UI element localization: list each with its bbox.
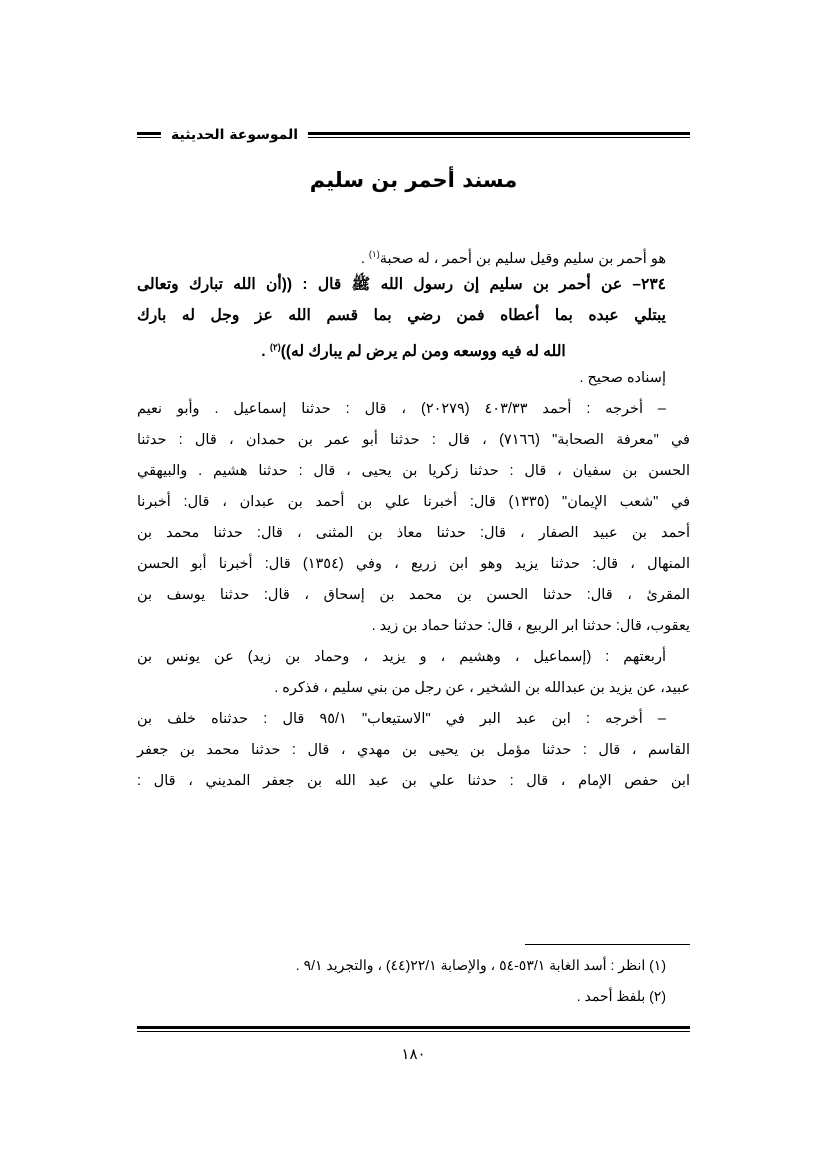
- page-number: ١٨٠: [401, 1045, 426, 1063]
- footnote-ref-2[interactable]: (٢): [269, 342, 281, 352]
- footnote-ref-1[interactable]: (١): [368, 249, 380, 259]
- hadith-line: الله له فيه ووسعه ومن لم يرض لم يبارك له))$^{(٢)}$ .: [261, 342, 566, 361]
- intro-line: هو أحمر بن سليم وقيل سليم بن أحمر ، له صحبة$^{(١)}$ .: [360, 249, 666, 267]
- footnote-2: (٢) بلفظ أحمد .: [576, 988, 666, 1004]
- body-line: أربعتهم : (إسماعيل ، وهشيم ، و يزيد ، وحماد بن زيد) عن يونس بن: [137, 649, 666, 665]
- body-line: المنهال ، قال: حدثنا يزيد وهو ابن زريع ، وفي (١٣٥٤) قال: أخبرنا أبو الحسن: [137, 556, 690, 572]
- running-title: الموسوعة الحديثية: [171, 127, 299, 143]
- body-line: إسناده صحيح .: [579, 370, 666, 386]
- header-rule: [308, 132, 690, 138]
- body-line: ابن حفص الإمام ، قال : حدثنا علي بن عبد الله بن جعفر المديني ، قال :: [137, 773, 690, 789]
- footnote-1: (١) انظر : أسد الغابة ٥٣/١-٥٤ ، والإصابة ٢٢/١(٤٤) ، والتجريد ٩/١ .: [295, 957, 666, 973]
- body-line: في "شعب الإيمان" (١٣٣٥) قال: أخبرنا علي بن أحمد بن عبدان ، قال: أخبرنا: [137, 494, 690, 510]
- running-header: [137, 124, 690, 146]
- footnote-separator: [525, 944, 690, 945]
- header-rule-short: [137, 132, 161, 138]
- body-line: يعقوب، قال: حدثنا ابر الربيع ، قال: حدثنا حماد بن زيد .: [371, 618, 690, 634]
- body-line: عبيد، عن يزيد بن عبدالله بن الشخير ، عن رجل من بني سليم ، فذكره .: [274, 680, 690, 696]
- section-title: مسند أحمر بن سليم: [309, 168, 518, 192]
- hadith-line: يبتلي عبده بما أعطاه فمن رضي بما قسم الله عز وجل له بارك: [137, 307, 666, 324]
- body-line: المقرئ ، قال: حدثنا الحسن بن محمد بن إسحاق ، قال: حدثنا يوسف بن: [137, 587, 690, 603]
- body-line: في "معرفة الصحابة" (٧١٦٦) ، قال : حدثنا أبو عمر بن حمدان ، قال : حدثنا: [137, 432, 690, 448]
- body-line: – أخرجه : ابن عبد البر في "الاستيعاب" ٩٥/١ قال : حدثناه خلف بن: [137, 711, 667, 727]
- body-line: الحسن بن سفيان ، قال : حدثنا زكريا بن يحيى ، قال : حدثنا هشيم . والبيهقي: [137, 463, 690, 479]
- footer-rule: [137, 1026, 690, 1032]
- body-line: أحمد بن عبيد الصفار ، قال: حدثنا معاذ بن المثنى ، قال: حدثنا محمد بن: [137, 525, 690, 541]
- body-line: القاسم ، قال : حدثنا مؤمل بن يحيى بن مهدي ، قال : حدثنا محمد بن جعفر: [137, 742, 690, 758]
- body-line: – أخرجه : أحمد ٤٠٣/٣٣ (٢٠٢٧٩) ، قال : حدثنا إسماعيل . وأبو نعيم: [137, 401, 666, 417]
- hadith-line: ٢٣٤– عن أحمر بن سليم إن رسول الله ﷺ قال : ((أن الله تبارك وتعالى: [137, 276, 666, 293]
